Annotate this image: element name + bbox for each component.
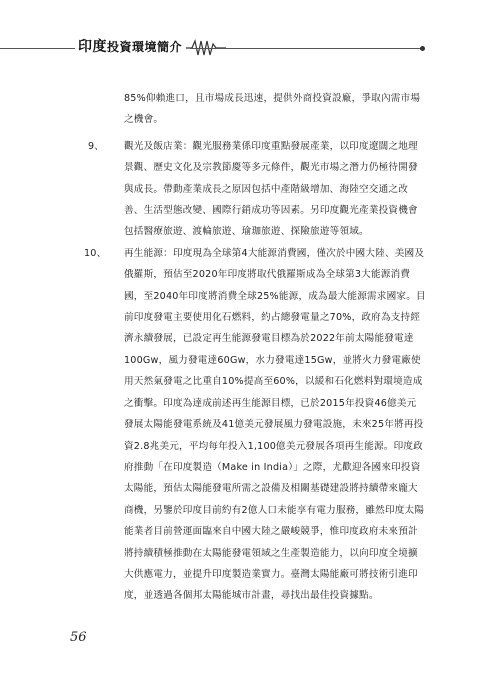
list-item-text: 再生能源：印度現為全球第4大能源消費國，僅次於中國大陸、美國及俄羅斯，預估至2020年印度將取代俄羅斯成為全球第3大能源消費國，至2040年印度將消費全球25%能源，成為最大能源需求國家。目前印度發電主要使用化石燃料，約占總發電量之70%，政府為支持經濟永續發展，已設定再生能源發電目標為於2022年前太陽能發電達100Gw，風力發電達60Gw，水力發電達15Gw，並將火力發電廠使用天然氣發電之比重自10%提高至60%，以緩和石化燃料對環境造成之衝擊。印度為達成前述再生能源目標，已於2015年投資46億美元發展太陽能發電系統及41億美元發展風力發電設施，未來25年將再投資2.8兆美元，平均每年投入1,100億美元發展各項再生能源。印度政府推動「在印度製造（Make in India）」之際，尤歡迎各國來印投資太陽能，預估太陽能發電所需之設備及相關基礎建設將持續帶來龐大商機，另鑒於印度目前約有2億人口未能享有電力服務，雖然印度太陽能業者目前營運面臨來自中國大陸之嚴峻競爭，惟印度政府未來預計將持續積極推動在太陽能發電領域之生產製造能力，以向印度全境擴大供應電力，並提升印度製造業實力。臺灣太陽能廠可將技術引進印度，並透過各個邦太陽能城市計畫，尋找出最佳投資據點。 [124, 247, 426, 602]
list-item-text: 觀光及飯店業：觀光服務業係印度重點發展產業，以印度遼闊之地理景觀、歷史文化及宗教節慶等多元條件，觀光市場之潛力仍極待開發與成長。帶動產業成長之原因包括中產階級增加、海陸空交通之改善、生活型態改變、國際行銷成功等因素。另印度觀光產業投資機會包括醫療旅遊、渡輪旅遊、瑜珈旅遊、探險旅遊等領域。 [124, 140, 418, 238]
list-item-9 [88, 136, 426, 243]
page-header [0, 0, 480, 64]
header-dot [420, 46, 425, 51]
list-item-10 [84, 243, 426, 607]
header-rule-right [190, 48, 421, 49]
header-rule-left [0, 48, 75, 49]
page-number: 56 [70, 630, 87, 645]
header-title [78, 36, 182, 56]
header-title-sub: 投資環境簡介 [107, 40, 183, 54]
body-text [84, 88, 426, 607]
continuation-paragraph: 85%仰賴進口，且市場成長迅速，提供外商投資設廠，爭取內需市場之機會。 [124, 93, 421, 126]
list-item-number: 9、 [88, 140, 105, 152]
list-item-number: 10、 [84, 247, 107, 259]
header-title-main: 印度 [78, 39, 107, 55]
